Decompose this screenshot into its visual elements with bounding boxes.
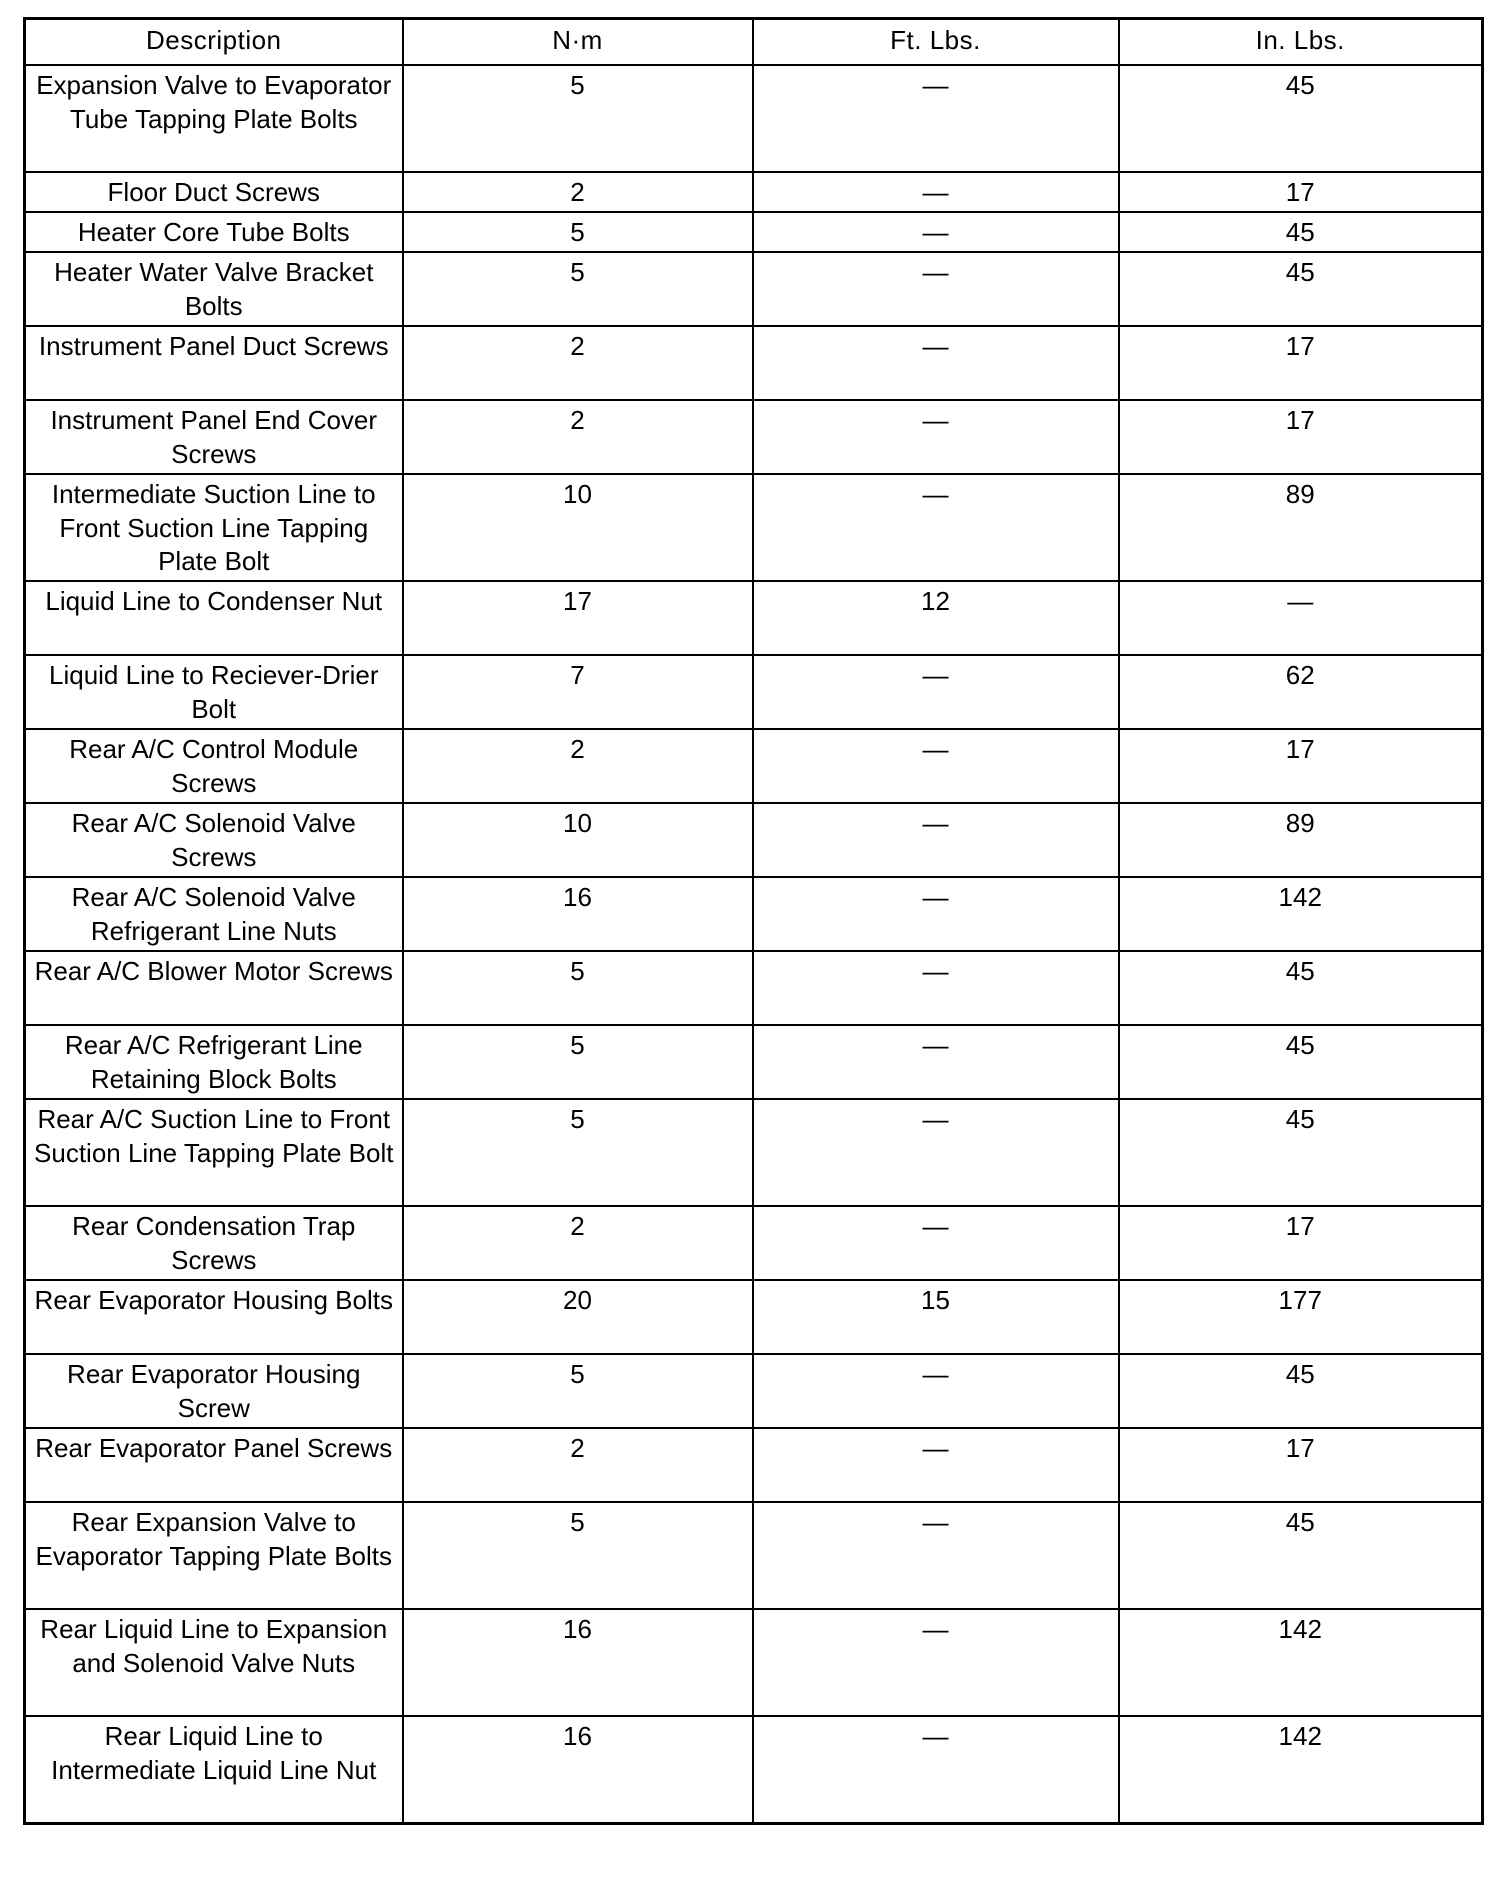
table-row (25, 951, 1483, 1025)
cell-description: Liquid Line to Reciever-Drier Bolt (25, 655, 403, 729)
cell-ft-lbs: — (753, 65, 1119, 172)
cell-nm: 2 (403, 1206, 753, 1280)
cell-description: Liquid Line to Condenser Nut (25, 581, 403, 655)
cell-in-lbs: 17 (1119, 400, 1483, 474)
cell-description: Rear Evaporator Housing Bolts (25, 1280, 403, 1354)
header-in-lbs: In. Lbs. (1119, 19, 1483, 66)
table-row (25, 212, 1483, 252)
cell-description: Rear A/C Refrigerant Line Retaining Block Bolts (25, 1025, 403, 1099)
cell-nm: 16 (403, 877, 753, 951)
cell-ft-lbs: — (753, 400, 1119, 474)
cell-ft-lbs: — (753, 1025, 1119, 1099)
table-row (25, 400, 1483, 474)
cell-nm: 5 (403, 1502, 753, 1609)
table-row (25, 1280, 1483, 1354)
cell-in-lbs: 17 (1119, 326, 1483, 400)
cell-description: Expansion Valve to Evaporator Tube Tapping Plate Bolts (25, 65, 403, 172)
cell-ft-lbs: — (753, 326, 1119, 400)
table-row (25, 1716, 1483, 1823)
cell-description: Rear Evaporator Panel Screws (25, 1428, 403, 1502)
cell-ft-lbs: — (753, 212, 1119, 252)
cell-description: Rear Expansion Valve to Evaporator Tapping Plate Bolts (25, 1502, 403, 1609)
cell-nm: 2 (403, 1428, 753, 1502)
cell-in-lbs: 177 (1119, 1280, 1483, 1354)
cell-nm: 2 (403, 172, 753, 212)
cell-description: Rear A/C Solenoid Valve Screws (25, 803, 403, 877)
cell-ft-lbs: — (753, 729, 1119, 803)
table-row (25, 1099, 1483, 1206)
header-row (25, 19, 1483, 66)
cell-ft-lbs: — (753, 474, 1119, 581)
cell-nm: 17 (403, 581, 753, 655)
table-row (25, 1428, 1483, 1502)
cell-description: Rear Evaporator Housing Screw (25, 1354, 403, 1428)
cell-description: Rear A/C Blower Motor Screws (25, 951, 403, 1025)
cell-in-lbs: 45 (1119, 951, 1483, 1025)
cell-nm: 5 (403, 1099, 753, 1206)
cell-ft-lbs: — (753, 1502, 1119, 1609)
cell-in-lbs: 45 (1119, 1099, 1483, 1206)
cell-description: Rear A/C Solenoid Valve Refrigerant Line Nuts (25, 877, 403, 951)
cell-nm: 5 (403, 1025, 753, 1099)
table-row (25, 1609, 1483, 1716)
cell-ft-lbs: — (753, 1716, 1119, 1823)
cell-ft-lbs: — (753, 172, 1119, 212)
cell-description: Rear A/C Suction Line to Front Suction Line Tapping Plate Bolt (25, 1099, 403, 1206)
cell-description: Rear Liquid Line to Expansion and Solenoid Valve Nuts (25, 1609, 403, 1716)
table-row (25, 1354, 1483, 1428)
table-row (25, 172, 1483, 212)
cell-nm: 20 (403, 1280, 753, 1354)
cell-ft-lbs: — (753, 252, 1119, 326)
cell-ft-lbs: — (753, 877, 1119, 951)
cell-nm: 16 (403, 1716, 753, 1823)
cell-in-lbs: 17 (1119, 172, 1483, 212)
cell-ft-lbs: — (753, 1206, 1119, 1280)
table-row (25, 803, 1483, 877)
cell-nm: 16 (403, 1609, 753, 1716)
cell-in-lbs: 45 (1119, 1502, 1483, 1609)
table-row (25, 65, 1483, 172)
table-row (25, 729, 1483, 803)
table-row (25, 474, 1483, 581)
cell-description: Intermediate Suction Line to Front Suction Line Tapping Plate Bolt (25, 474, 403, 581)
cell-in-lbs: — (1119, 581, 1483, 655)
cell-nm: 7 (403, 655, 753, 729)
cell-nm: 10 (403, 474, 753, 581)
cell-description: Rear A/C Control Module Screws (25, 729, 403, 803)
cell-nm: 5 (403, 1354, 753, 1428)
cell-ft-lbs: 12 (753, 581, 1119, 655)
cell-ft-lbs: — (753, 655, 1119, 729)
cell-nm: 5 (403, 252, 753, 326)
table-row (25, 1206, 1483, 1280)
cell-description: Rear Liquid Line to Intermediate Liquid Line Nut (25, 1716, 403, 1823)
cell-in-lbs: 89 (1119, 474, 1483, 581)
header-nm: N·m (403, 19, 753, 66)
cell-ft-lbs: — (753, 1354, 1119, 1428)
cell-in-lbs: 142 (1119, 877, 1483, 951)
cell-nm: 5 (403, 65, 753, 172)
cell-nm: 5 (403, 212, 753, 252)
cell-description: Rear Condensation Trap Screws (25, 1206, 403, 1280)
header-description: Description (25, 19, 403, 66)
cell-in-lbs: 62 (1119, 655, 1483, 729)
cell-in-lbs: 45 (1119, 1025, 1483, 1099)
torque-specifications-table (23, 17, 1484, 1825)
table-row (25, 1025, 1483, 1099)
cell-ft-lbs: 15 (753, 1280, 1119, 1354)
table-row (25, 1502, 1483, 1609)
cell-nm: 2 (403, 400, 753, 474)
table-row (25, 655, 1483, 729)
cell-nm: 2 (403, 729, 753, 803)
cell-in-lbs: 17 (1119, 729, 1483, 803)
header-ft-lbs: Ft. Lbs. (753, 19, 1119, 66)
cell-description: Instrument Panel End Cover Screws (25, 400, 403, 474)
cell-nm: 5 (403, 951, 753, 1025)
cell-ft-lbs: — (753, 1099, 1119, 1206)
cell-description: Floor Duct Screws (25, 172, 403, 212)
cell-in-lbs: 45 (1119, 1354, 1483, 1428)
cell-description: Instrument Panel Duct Screws (25, 326, 403, 400)
cell-nm: 10 (403, 803, 753, 877)
table-body (25, 65, 1483, 1823)
cell-in-lbs: 142 (1119, 1609, 1483, 1716)
table-row (25, 326, 1483, 400)
cell-in-lbs: 45 (1119, 212, 1483, 252)
cell-ft-lbs: — (753, 803, 1119, 877)
cell-nm: 2 (403, 326, 753, 400)
cell-in-lbs: 142 (1119, 1716, 1483, 1823)
cell-ft-lbs: — (753, 1609, 1119, 1716)
cell-description: Heater Core Tube Bolts (25, 212, 403, 252)
cell-ft-lbs: — (753, 1428, 1119, 1502)
cell-in-lbs: 17 (1119, 1428, 1483, 1502)
table-row (25, 581, 1483, 655)
cell-in-lbs: 45 (1119, 65, 1483, 172)
cell-ft-lbs: — (753, 951, 1119, 1025)
table-row (25, 252, 1483, 326)
cell-description: Heater Water Valve Bracket Bolts (25, 252, 403, 326)
table-row (25, 877, 1483, 951)
cell-in-lbs: 89 (1119, 803, 1483, 877)
cell-in-lbs: 45 (1119, 252, 1483, 326)
cell-in-lbs: 17 (1119, 1206, 1483, 1280)
